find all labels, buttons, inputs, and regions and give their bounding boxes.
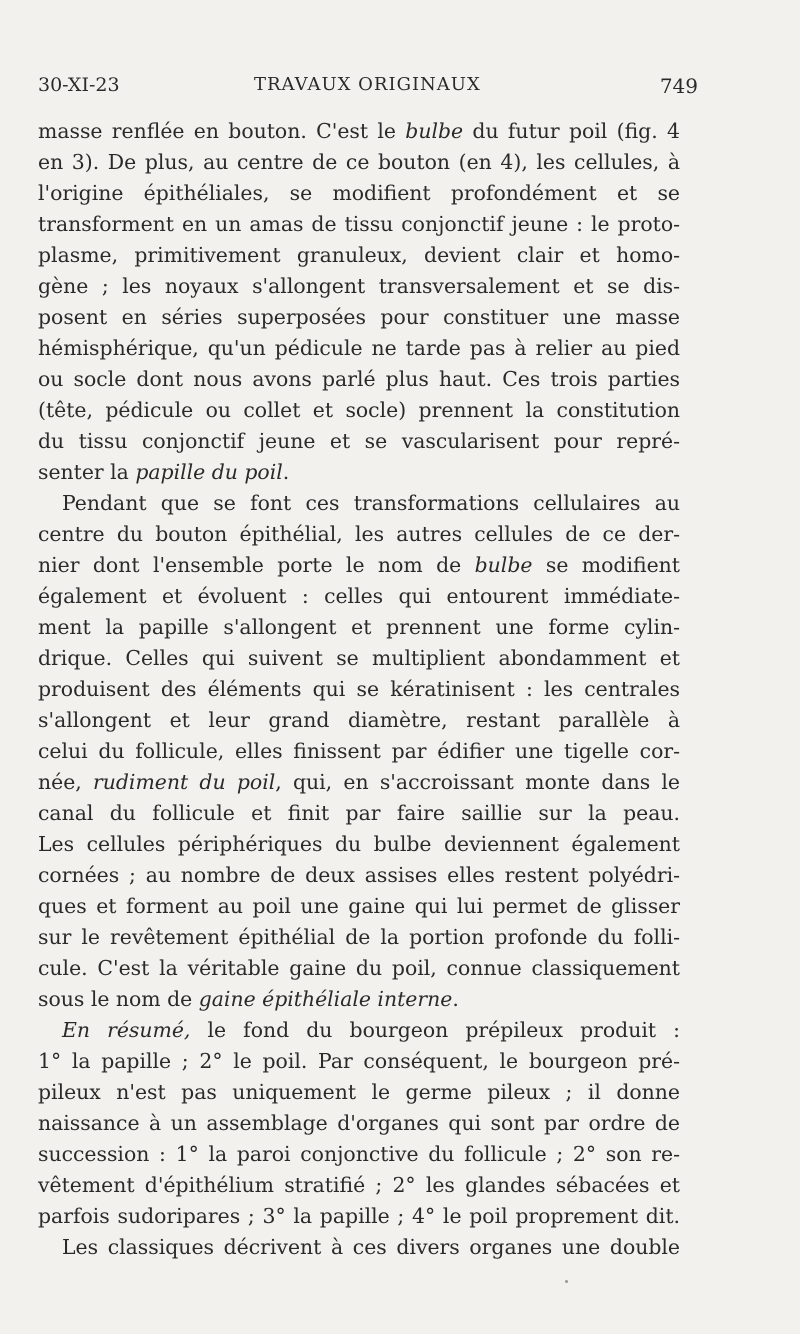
line-text: sous le nom de [38, 987, 199, 1011]
line-text: cule. C'est la véritable gaine du poil, connue classiquement [38, 956, 680, 980]
italic-term: En résumé, [62, 1018, 191, 1042]
text-line [38, 488, 680, 519]
line-text: senter la [38, 460, 136, 484]
text-line [38, 1077, 680, 1108]
line-text: plasme, primitivement granuleux, devient clair et homo- [38, 243, 680, 267]
line-text: Pendant que se font ces transformations cellulaires au [62, 491, 680, 515]
text-line [38, 953, 680, 984]
text-line [38, 736, 680, 767]
line-text: se modifient [532, 553, 680, 577]
italic-term: bulbe [474, 553, 533, 577]
line-text: posent en séries superposées pour constituer une masse [38, 305, 680, 329]
line-text: hémisphérique, qu'un pédicule ne tarde pas à relier au pied [38, 336, 680, 360]
text-line [38, 798, 680, 829]
line-text: du tissu conjonctif jeune et se vascularisent pour repré- [38, 429, 680, 453]
line-text: en 3). De plus, au centre de ce bouton (en 4), les cellules, à [38, 150, 680, 174]
text-line [38, 1139, 680, 1170]
line-text: également et évoluent : celles qui entourent immédiate- [38, 584, 680, 608]
line-text: nier dont l'ensemble porte le nom de [38, 553, 475, 577]
line-text: pileux n'est pas uniquement le germe pileux ; il donne [38, 1080, 680, 1104]
line-text: produisent des éléments qui se kératinisent : les centrales [38, 677, 680, 701]
italic-term: papille du poil [135, 460, 283, 484]
text-line [38, 519, 680, 550]
line-text: drique. Celles qui suivent se multiplient abondamment et [38, 646, 680, 670]
paper-speck [565, 1280, 568, 1283]
line-text: celui du follicule, elles finissent par édifier une tigelle cor- [38, 739, 680, 763]
text-line [38, 395, 680, 426]
text-line [38, 240, 680, 271]
text-line [38, 116, 680, 147]
line-text: . [282, 460, 290, 484]
text-line [38, 209, 680, 240]
text-line [38, 1015, 680, 1046]
line-text: 1° la papille ; 2° le poil. Par conséquent, le bourgeon pré- [38, 1049, 680, 1073]
running-header [38, 74, 698, 100]
text-line [38, 674, 680, 705]
text-line [38, 1170, 680, 1201]
line-text: Les classiques décrivent à ces divers organes une double [62, 1235, 680, 1259]
text-line [38, 426, 680, 457]
text-line [38, 1046, 680, 1077]
text-line [38, 147, 680, 178]
text-line [38, 984, 680, 1015]
line-text: ques et forment au poil une gaine qui lui permet de glisser [38, 894, 680, 918]
line-text: (tête, pédicule ou collet et socle) prennent la constitution [38, 398, 680, 422]
line-text: naissance à un assemblage d'organes qui sont par ordre de [38, 1111, 680, 1135]
line-text: ou socle dont nous avons parlé plus haut. Ces trois parties [38, 367, 680, 391]
line-text: vêtement d'épithélium stratifié ; 2° les glandes sébacées et [38, 1173, 680, 1197]
text-line [38, 1232, 680, 1263]
line-text: ment la papille s'allongent et prennent une forme cylin- [38, 615, 680, 639]
text-line [38, 767, 680, 798]
line-text: , qui, en s'accroissant monte dans le [275, 770, 680, 794]
line-text: centre du bouton épithélial, les autres cellules de ce der- [38, 522, 680, 546]
line-text: gène ; les noyaux s'allongent transversalement et se dis- [38, 274, 680, 298]
text-line [38, 860, 680, 891]
text-line [38, 178, 680, 209]
text-line [38, 705, 680, 736]
text-line [38, 1201, 680, 1232]
line-text: . [452, 987, 459, 1011]
line-text: s'allongent et leur grand diamètre, restant parallèle à [38, 708, 680, 732]
line-text: née, [38, 770, 93, 794]
italic-term: gaine épithéliale interne [198, 987, 453, 1011]
text-line [38, 271, 680, 302]
text-line [38, 922, 680, 953]
line-text: parfois sudoripares ; 3° la papille ; 4° le poil proprement dit. [38, 1204, 680, 1228]
italic-term: bulbe [405, 119, 464, 143]
line-text: du futur poil (fig. 4 [463, 119, 680, 143]
text-line [38, 829, 680, 860]
text-line [38, 550, 680, 581]
line-text: Les cellules périphériques du bulbe deviennent également [38, 832, 680, 856]
text-line [38, 333, 680, 364]
line-text: transforment en un amas de tissu conjonctif jeune : le proto- [38, 212, 680, 236]
text-line [38, 1108, 680, 1139]
text-line [38, 457, 680, 488]
header-date: 30-XI-23 [38, 74, 120, 96]
text-line [38, 891, 680, 922]
page-number: 749 [659, 74, 698, 98]
line-text: cornées ; au nombre de deux assises elles restent polyédri- [38, 863, 680, 887]
text-line [38, 581, 680, 612]
line-text: le fond du bourgeon prépileux produit : [190, 1018, 681, 1042]
line-text: succession : 1° la paroi conjonctive du follicule ; 2° son re- [38, 1142, 680, 1166]
italic-term: rudiment du poil [93, 770, 276, 794]
body-text [38, 116, 680, 1263]
header-title: TRAVAUX ORIGINAUX [254, 74, 481, 95]
text-line [38, 612, 680, 643]
text-line [38, 302, 680, 333]
text-line [38, 364, 680, 395]
line-text: masse renflée en bouton. C'est le [38, 119, 406, 143]
line-text: canal du follicule et finit par faire saillie sur la peau. [38, 801, 680, 825]
line-text: sur le revêtement épithélial de la portion profonde du folli- [38, 925, 680, 949]
text-line [38, 643, 680, 674]
line-text: l'origine épithéliales, se modifient profondément et se [38, 181, 680, 205]
